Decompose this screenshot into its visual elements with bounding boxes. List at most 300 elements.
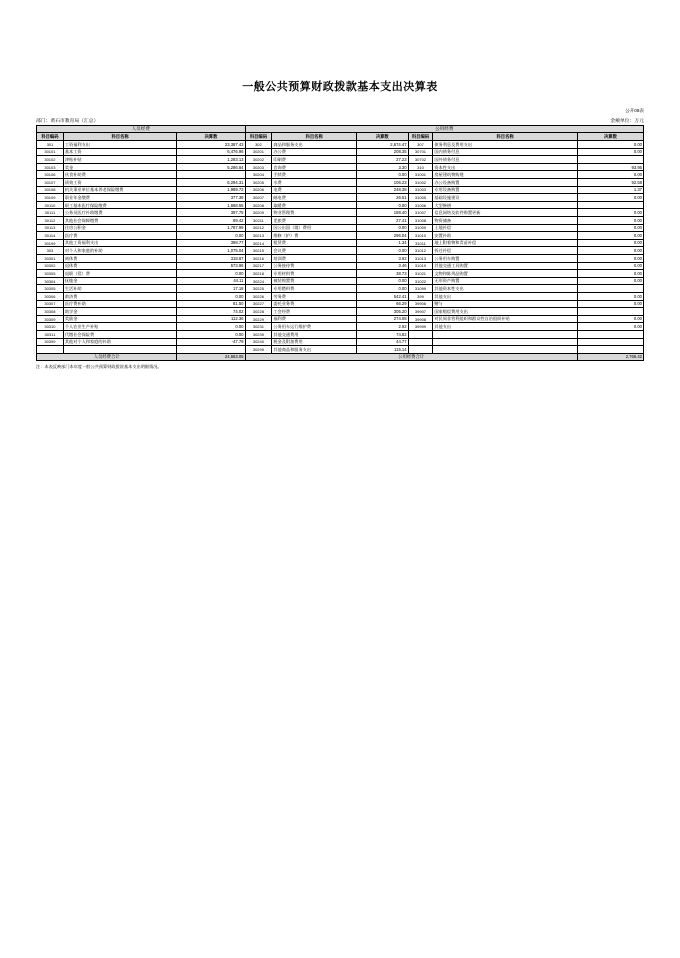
row-name-public-a: 物业管理费 [272,209,357,217]
row-code-personnel: 301 [37,141,64,149]
row-amount-public-b: 0.00 [577,270,643,278]
row-amount-public-a: 0.00 [356,285,408,293]
row-amount-personnel: 398.77 [177,239,245,247]
row-code-public-b: 31021 [408,270,433,278]
row-name-public-a: 手续费 [272,171,357,179]
row-amount-public-a: 27.23 [356,156,408,164]
row-code-public-b: 31008 [408,217,433,225]
row-code-public-a: 30215 [245,247,272,255]
row-code-personnel: 30112 [37,217,64,225]
row-name-personnel: 绩效工资 [63,179,177,187]
row-name-public-b: 国家赔偿费用支出 [433,308,578,316]
row-name-public-a: 印刷费 [272,156,357,164]
table-body [37,141,644,354]
row-code-public-b: 30701 [408,148,433,156]
row-amount-personnel: 1,787.99 [177,224,245,232]
row-amount-public-a: 2,674.47 [356,141,408,149]
row-amount-public-a: 3.92 [356,254,408,262]
row-code-public-a: 30203 [245,163,272,171]
row-code-public-b: 31002 [408,179,433,187]
table-row [37,194,644,202]
row-code-public-b: 31099 [408,285,433,293]
row-amount-public-a: 0.00 [356,277,408,285]
col-amount-3: 决算数 [577,133,643,141]
row-amount-public-b: 0.00 [577,148,643,156]
row-name-personnel: 职业年金缴费 [63,194,177,202]
public-total-label: 公用经费合计 [245,353,577,361]
row-amount-public-b: 0.00 [577,262,643,270]
row-code-personnel: 303 [37,247,64,255]
row-code-public-b: 31012 [408,247,433,255]
row-amount-public-a: 106.23 [356,179,408,187]
row-code-public-b [408,338,433,346]
table-row [37,217,644,225]
row-amount-personnel: 0.00 [177,232,245,240]
group-header-row [37,125,644,133]
row-amount-personnel: 17.18 [177,285,245,293]
row-amount-personnel: 81.50 [177,300,245,308]
row-code-personnel: 30305 [37,285,64,293]
row-name-public-b [433,346,578,354]
col-name-3: 科目名称 [433,133,578,141]
row-amount-public-a: 0.00 [356,247,408,255]
table-row [37,323,644,331]
row-name-public-b: 国外债务付息 [433,156,578,164]
table-row [37,156,644,164]
row-amount-personnel: 397.75 [177,209,245,217]
row-code-public-b: 31019 [408,262,433,270]
col-name-2: 科目名称 [272,133,357,141]
row-code-public-b: 39908 [408,315,433,323]
row-name-public-a: 咨询费 [272,163,357,171]
table-row [37,232,644,240]
row-name-personnel: 基本工资 [63,148,177,156]
row-code-public-a: 30212 [245,224,272,232]
col-amount-2: 决算数 [356,133,408,141]
row-name-personnel: 其他社会保障缴费 [63,217,177,225]
row-amount-public-a: 26.51 [356,194,408,202]
table-row [37,171,644,179]
row-amount-personnel: 74.02 [177,308,245,316]
row-amount-public-a: 0.00 [356,171,408,179]
row-amount-personnel [177,346,245,354]
table-row [37,209,644,217]
row-amount-personnel [177,171,245,179]
row-name-personnel [63,346,177,354]
row-code-public-a: 30240 [245,338,272,346]
col-amount-1: 决算数 [177,133,245,141]
table-row [37,247,644,255]
row-amount-public-a: 44.77 [356,338,408,346]
row-code-personnel: 30305 [37,270,64,278]
row-name-public-b: 其他支出 [433,323,578,331]
row-code-public-b: 31007 [408,209,433,217]
row-code-public-b: 31001 [408,171,433,179]
public-total-value: 2,766.42 [577,353,643,361]
row-code-personnel: 30307 [37,300,64,308]
page-title: 一般公共预算财政拨款基本支出决算表 [242,81,438,93]
row-code-public-b: 31006 [408,201,433,209]
row-code-public-a: 30206 [245,186,272,194]
row-code-public-a: 30204 [245,171,272,179]
row-name-personnel: 助学金 [63,308,177,316]
row-code-public-a: 30216 [245,254,272,262]
table-row [37,254,644,262]
row-code-public-a: 30205 [245,179,272,187]
row-name-public-a: 委托业务费 [272,300,357,308]
totals-row [37,353,644,361]
row-name-public-b [433,338,578,346]
row-code-personnel: 30310 [37,323,64,331]
row-name-public-a: 邮电费 [272,194,357,202]
row-amount-personnel: 23,387.43 [177,141,245,149]
row-amount-personnel: 377.39 [177,194,245,202]
form-code: 公开08表 [625,108,644,113]
row-code-personnel: 30199 [37,239,64,247]
table-row [37,239,644,247]
row-name-public-a: 其他交通费用 [272,330,357,338]
row-code-public-b: 39907 [408,308,433,316]
row-amount-public-b [577,201,643,209]
row-amount-personnel: 5,286.84 [177,163,245,171]
row-code-personnel: 30101 [37,148,64,156]
row-amount-public-b: 1.37 [577,186,643,194]
row-code-personnel: 30301 [37,254,64,262]
row-amount-public-a: 274.08 [356,315,408,323]
row-code-personnel [37,346,64,354]
row-code-public-b: 31003 [408,186,433,194]
row-amount-personnel: 1,668.55 [177,201,245,209]
table-row [37,277,644,285]
row-code-public-b: 39999 [408,323,433,331]
row-amount-public-a: 1.34 [356,239,408,247]
row-amount-personnel: 573.96 [177,262,245,270]
row-name-public-a: 会议费 [272,247,357,255]
row-amount-personnel: -47.79 [177,338,245,346]
table-row [37,285,644,293]
row-code-personnel: 30108 [37,186,64,194]
row-name-public-a: 专用燃料费 [272,285,357,293]
table-row [37,308,644,316]
row-name-public-b: 其他资本性支出 [433,285,578,293]
row-name-public-b: 文物和陈列品购置 [433,270,578,278]
row-amount-public-b: 0.00 [577,171,643,179]
row-amount-personnel: 6,476.96 [177,148,245,156]
row-name-public-b: 办公设备购置 [433,179,578,187]
row-amount-public-a: 188.40 [356,209,408,217]
row-name-public-b: 土地补偿 [433,224,578,232]
row-name-personnel: 工资福利支出 [63,141,177,149]
table-row [37,330,644,338]
row-amount-public-a: 38.73 [356,270,408,278]
row-name-personnel: 医疗费补助 [63,300,177,308]
row-name-public-a: 商品和服务支出 [272,141,357,149]
row-code-public-b: 30702 [408,156,433,164]
row-code-public-b [408,330,433,338]
row-name-public-a: 福利费 [272,315,357,323]
row-name-personnel: 伙食补助费 [63,171,177,179]
row-code-personnel: 30302 [37,262,64,270]
personnel-total-label: 人员经费合计 [37,353,177,361]
row-amount-public-b [577,285,643,293]
col-name-1: 科目名称 [63,133,177,141]
row-amount-personnel: 0.00 [177,330,245,338]
row-amount-public-b [577,338,643,346]
row-code-public-b: 31009 [408,224,433,232]
group-personnel: 人员经费 [37,125,246,133]
row-name-personnel: 离休费 [63,254,177,262]
row-code-public-b: 31013 [408,254,433,262]
row-name-public-b: 基础设施建设 [433,194,578,202]
row-name-personnel: 职工基本医疗保险缴费 [63,201,177,209]
row-amount-public-b: 0.00 [577,315,643,323]
row-code-public-a: 30208 [245,201,272,209]
row-amount-personnel: 6,294.31 [177,179,245,187]
col-code-3: 科目编码 [408,133,433,141]
row-name-public-b: 拆迁补偿 [433,247,578,255]
row-name-public-b: 物资储备 [433,217,578,225]
row-code-personnel: 30109 [37,194,64,202]
row-code-public-a: 30226 [245,292,272,300]
row-amount-public-a: 296.04 [356,232,408,240]
table-row [37,346,644,354]
row-name-public-b: 信息网络及软件购置更新 [433,209,578,217]
row-code-public-a: 30239 [245,330,272,338]
row-code-personnel: 30309 [37,315,64,323]
table-row [37,201,644,209]
row-code-public-a: 30229 [245,315,272,323]
row-amount-public-a: 0.00 [356,224,408,232]
row-code-public-a: 30231 [245,323,272,331]
row-amount-public-a: 248.38 [356,186,408,194]
row-code-public-a: 30207 [245,194,272,202]
row-name-personnel: 机关事业单位基本养老保险缴费 [63,186,177,194]
table-row [37,148,644,156]
row-code-public-b: 39906 [408,300,433,308]
row-amount-personnel: 112.36 [177,315,245,323]
row-name-public-a: 办公费 [272,148,357,156]
row-amount-public-b: 0.00 [577,239,643,247]
row-name-public-a: 因公出国（境）费用 [272,224,357,232]
row-code-public-a: 30213 [245,232,272,240]
row-amount-public-b: 0.00 [577,254,643,262]
row-amount-public-b [577,346,643,354]
table-row [37,186,644,194]
table-row [37,292,644,300]
row-name-public-a: 差旅费 [272,217,357,225]
row-amount-public-b: 0.00 [577,194,643,202]
row-name-personnel: 公务员医疗补助缴费 [63,209,177,217]
row-amount-public-b: 0.00 [577,217,643,225]
row-code-public-a: 30201 [245,148,272,156]
row-amount-personnel: 0.00 [177,323,245,331]
row-amount-public-a: 542.41 [356,292,408,300]
row-name-personnel: 其他对个人和家庭的补助 [63,338,177,346]
row-code-personnel: 30106 [37,171,64,179]
row-name-public-a: 公务用车运行维护费 [272,323,357,331]
row-amount-personnel: 0.00 [177,270,245,278]
row-amount-public-a: 74.82 [356,330,408,338]
personnel-total-value: 24,663.05 [177,353,245,361]
row-name-public-a: 租赁费 [272,239,357,247]
row-name-personnel: 奖金 [63,163,177,171]
row-amount-public-b: 0.00 [577,247,643,255]
row-name-personnel: 抚恤金 [63,277,177,285]
row-name-public-a: 水费 [272,179,357,187]
row-code-public-b: 31011 [408,239,433,247]
row-code-personnel: 30113 [37,224,64,232]
row-amount-public-b: 0.00 [577,141,643,149]
row-amount-public-b: 0.00 [577,209,643,217]
row-name-public-a: 其他商品和服务支出 [272,346,357,354]
row-code-public-b: 31022 [408,277,433,285]
row-name-public-b: 对民间非营利组织和群众性自治组织补贴 [433,315,578,323]
row-code-public-b: 307 [408,141,433,149]
row-name-public-b: 国内债务付息 [433,148,578,156]
row-name-public-b: 专用设备购置 [433,186,578,194]
row-name-personnel: 退职（役）费 [63,270,177,278]
row-amount-public-b: 93.95 [577,163,643,171]
row-name-public-a: 工会经费 [272,308,357,316]
row-code-personnel: 30107 [37,179,64,187]
row-name-public-b: 公务用车购置 [433,254,578,262]
row-name-personnel: 奖励金 [63,315,177,323]
row-name-public-a: 劳务费 [272,292,357,300]
col-code-2: 科目编码 [245,133,272,141]
row-code-personnel: 30304 [37,277,64,285]
row-code-public-b: 399 [408,292,433,300]
row-name-public-b: 房屋建筑物购建 [433,171,578,179]
row-amount-public-a: 3.30 [356,163,408,171]
col-code-1: 科目编码 [37,133,64,141]
decision-statement-page [0,78,680,958]
footnote: 注：本表反映部门本年度一般公共预算财政拨款基本支出明细情况。 [36,364,162,370]
row-amount-public-a: 208.35 [356,148,408,156]
row-name-public-b [433,330,578,338]
row-name-public-a: 税金及附加费用 [272,338,357,346]
row-code-public-a: 30228 [245,308,272,316]
row-code-personnel: 30110 [37,201,64,209]
row-code-public-b: 31010 [408,232,433,240]
department-label: 部门：黄石市教育局（汇总） [36,118,99,124]
row-code-public-a: 30214 [245,239,272,247]
row-code-public-a: 30225 [245,285,272,293]
row-code-public-a: 30224 [245,277,272,285]
row-name-public-b: 其他支出 [433,292,578,300]
row-name-public-b: 地上附着物和青苗补偿 [433,239,578,247]
row-code-public-a: 30218 [245,270,272,278]
table-row [37,179,644,187]
group-public: 公用经费 [245,125,643,133]
row-name-public-b: 大型修缮 [433,201,578,209]
row-amount-public-a: 305.20 [356,308,408,316]
row-code-public-a: 30211 [245,217,272,225]
table-row [37,300,644,308]
row-code-public-a: 30209 [245,209,272,217]
budget-table [36,125,644,361]
row-code-personnel: 30102 [37,156,64,164]
row-code-public-b: 310 [408,163,433,171]
row-code-public-a: 30299 [245,346,272,354]
row-code-public-a: 30217 [245,262,272,270]
row-code-personnel: 30306 [37,292,64,300]
table-row [37,163,644,171]
row-amount-personnel: 89.42 [177,217,245,225]
row-code-personnel: 30111 [37,209,64,217]
row-name-public-b: 安置补助 [433,232,578,240]
row-name-public-a: 培训费 [272,254,357,262]
row-amount-public-a: 2.92 [356,323,408,331]
row-amount-public-a: 3.46 [356,262,408,270]
row-amount-personnel: 0.00 [177,292,245,300]
row-name-personnel: 其他工资福利支出 [63,239,177,247]
table-row [37,224,644,232]
row-code-public-a: 30227 [245,300,272,308]
row-amount-public-b: 92.58 [577,179,643,187]
row-name-public-b: 赠与 [433,300,578,308]
row-amount-public-b: 0.00 [577,224,643,232]
row-amount-public-b: 0.00 [577,323,643,331]
row-amount-personnel: 318.87 [177,254,245,262]
row-name-public-b: 资本性支出 [433,163,578,171]
row-amount-public-b: 0.00 [577,300,643,308]
table-row [37,338,644,346]
row-name-personnel: 退休费 [63,262,177,270]
row-amount-personnel: 44.11 [177,277,245,285]
row-name-public-a: 公务接待费 [272,262,357,270]
row-name-public-a: 维修（护）费 [272,232,357,240]
row-name-personnel: 救济费 [63,292,177,300]
row-code-public-a: 302 [245,141,272,149]
row-amount-personnel: 1,075.04 [177,247,245,255]
row-code-public-b [408,346,433,354]
row-name-public-a: 取暖费 [272,201,357,209]
row-name-personnel: 个人农业生产补贴 [63,323,177,331]
meta-row [36,117,644,124]
row-amount-public-a: 0.00 [356,201,408,209]
row-code-personnel: 30399 [37,338,64,346]
row-name-public-b: 债务利息及费用支出 [433,141,578,149]
row-amount-public-b [577,330,643,338]
row-amount-public-b: 0.00 [577,232,643,240]
row-name-personnel: 医疗费 [63,232,177,240]
row-amount-public-b [577,308,643,316]
row-amount-personnel: 1,989.73 [177,186,245,194]
column-header-row [37,133,644,141]
row-amount-personnel: 1,283.13 [177,156,245,164]
row-name-personnel: 对个人和家庭的补助 [63,247,177,255]
table-row [37,315,644,323]
row-code-personnel: 30308 [37,308,64,316]
row-code-personnel: 30103 [37,163,64,171]
row-name-public-a: 被装购置费 [272,277,357,285]
table-row [37,270,644,278]
row-amount-public-b: 0.00 [577,292,643,300]
row-name-public-a: 专用材料费 [272,270,357,278]
row-code-public-b: 31005 [408,194,433,202]
row-amount-public-b: 0.00 [577,277,643,285]
table-row [37,262,644,270]
row-code-public-a: 30202 [245,156,272,164]
row-amount-public-a: 27.41 [356,217,408,225]
row-name-public-b: 无形资产购置 [433,277,578,285]
row-name-public-b: 其他交通工具购置 [433,262,578,270]
row-amount-public-b [577,156,643,164]
row-amount-public-a: 66.29 [356,300,408,308]
row-code-personnel: 30114 [37,232,64,240]
row-name-personnel: 代缴社会保险费 [63,330,177,338]
row-code-personnel: 30311 [37,330,64,338]
